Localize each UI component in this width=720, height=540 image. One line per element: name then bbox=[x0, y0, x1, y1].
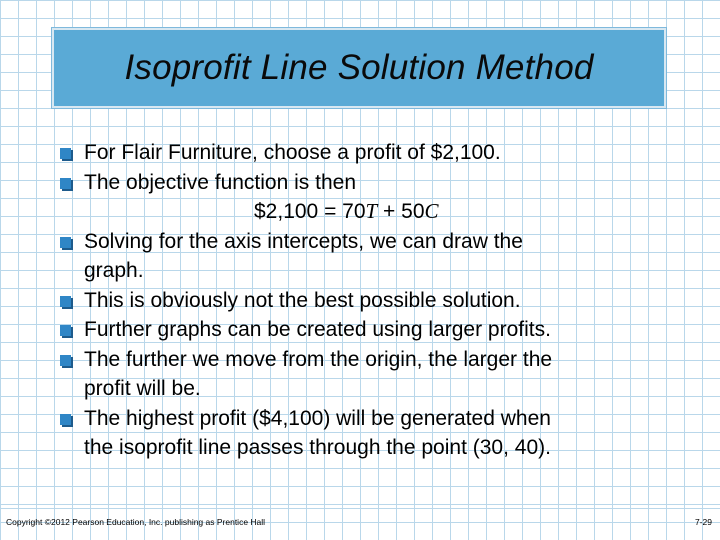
bullet-square-icon bbox=[60, 237, 71, 248]
bullet-text: Further graphs can be created using larger profits. bbox=[84, 318, 551, 341]
bullet-text: Solving for the axis intercepts, we can draw the bbox=[84, 229, 523, 253]
bullet-continuation bbox=[60, 374, 680, 404]
bullet-item bbox=[60, 315, 680, 345]
title-box bbox=[52, 28, 666, 108]
equation-lhs: $2,100 = 70 bbox=[254, 200, 366, 223]
footer-divider bbox=[0, 508, 720, 509]
bullet-item bbox=[60, 345, 680, 375]
bullet-square-icon bbox=[60, 355, 71, 366]
bullet-text: the isoprofit line passes through the point (30, 40). bbox=[84, 436, 551, 459]
equation-mid: + 50 bbox=[377, 200, 425, 223]
bullet-item bbox=[60, 227, 680, 257]
bullet-item bbox=[60, 168, 680, 198]
bullet-text: For Flair Furniture, choose a profit of $2,100. bbox=[84, 141, 501, 164]
bullet-square-icon bbox=[60, 178, 71, 189]
bullet-square-icon bbox=[60, 296, 71, 307]
equation-line bbox=[60, 197, 680, 227]
bullet-continuation bbox=[60, 433, 680, 463]
bullet-item bbox=[60, 404, 680, 434]
slide-title: Isoprofit Line Solution Method bbox=[124, 48, 594, 87]
bullet-list bbox=[60, 138, 680, 463]
bullet-continuation bbox=[60, 256, 680, 286]
bullet-text: This is obviously not the best possible solution. bbox=[84, 288, 521, 312]
bullet-square-icon bbox=[60, 325, 71, 336]
bullet-square-icon bbox=[60, 414, 71, 425]
bullet-text: The further we move from the origin, the larger the bbox=[84, 347, 553, 371]
bullet-text: The objective function is then bbox=[84, 170, 356, 194]
bullet-text: graph. bbox=[84, 259, 144, 282]
equation-var-c: C bbox=[424, 199, 439, 223]
bullet-item bbox=[60, 286, 680, 316]
bullet-text: The highest profit ($4,100) will be generated when bbox=[84, 406, 551, 430]
bullet-text: profit will be. bbox=[84, 377, 201, 400]
copyright-text: Copyright ©2012 Pearson Education, Inc. publishing as Prentice Hall bbox=[6, 517, 266, 527]
bullet-square-icon bbox=[60, 148, 71, 159]
equation-var-t: T bbox=[365, 199, 378, 223]
page-number: 7-29 bbox=[694, 517, 712, 527]
bullet-item bbox=[60, 138, 680, 168]
